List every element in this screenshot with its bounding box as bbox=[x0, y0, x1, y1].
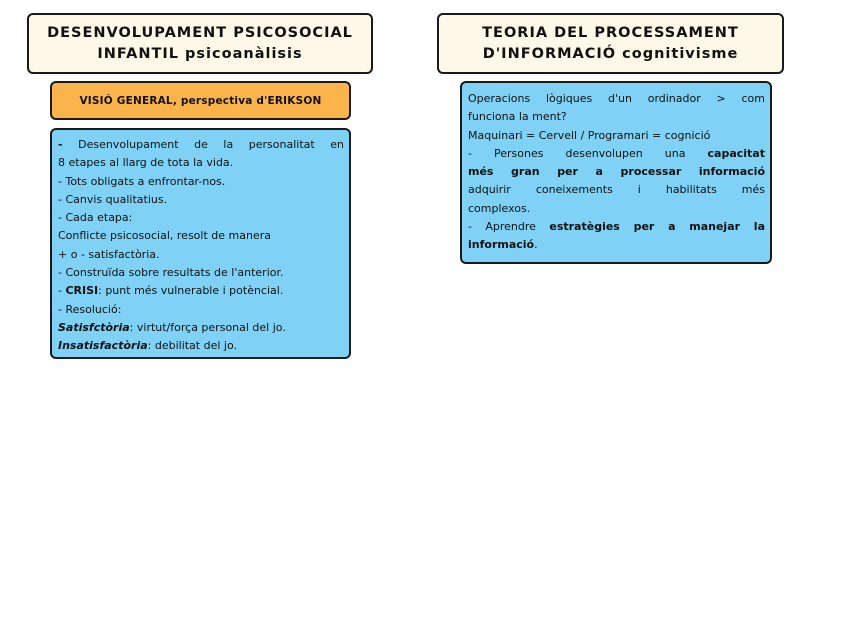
erikson-line-12-text: : debilitat del jo. bbox=[147, 339, 237, 353]
processing-line-9-text: . bbox=[534, 238, 538, 252]
right-title-box bbox=[437, 13, 784, 74]
erikson-line-8: - Construïda sobre resultats de l'anterior. bbox=[58, 266, 284, 280]
satisfactoria-label: Satisfctòria bbox=[58, 320, 130, 334]
erikson-line-12 bbox=[58, 337, 344, 355]
erikson-line-4: - Canvis qualitatius. bbox=[58, 192, 168, 206]
erikson-line-5: - Cada etapa: bbox=[58, 211, 133, 225]
erikson-line-3: - Tots obligats a enfrontar-nos. bbox=[58, 174, 226, 188]
processing-line-2: funciona la ment? bbox=[468, 110, 567, 124]
processing-content-box bbox=[460, 81, 772, 264]
erikson-line-9 bbox=[58, 282, 344, 300]
processing-line-7: complexos. bbox=[468, 201, 531, 215]
left-title-box bbox=[27, 13, 373, 74]
processing-line-9 bbox=[468, 236, 765, 254]
crisi-label: CRISI bbox=[65, 284, 99, 298]
insatisfactoria-label: Insatisfactòria bbox=[58, 339, 148, 353]
erikson-line-11-text: : virtut/força personal del jo. bbox=[129, 320, 286, 334]
processing-line-6: adquirir coneixements i habilitats més bbox=[468, 183, 765, 197]
erikson-line-1-dash: - bbox=[58, 138, 63, 151]
erikson-line-6: Conflicte psicosocial, resolt de manera bbox=[58, 229, 271, 243]
erikson-line-1 bbox=[58, 136, 344, 154]
left-title-line-2: INFANTIL psicoanàlisis bbox=[97, 45, 303, 62]
processar-informacio-label: més gran per a processar informació bbox=[468, 165, 765, 179]
capacitat-label: capacitat bbox=[707, 146, 765, 160]
processing-line-3: Maquinari = Cervell / Programari = cognició bbox=[468, 128, 711, 142]
erikson-content-box bbox=[50, 128, 351, 359]
erikson-line-7: + o - satisfactòria. bbox=[58, 247, 160, 261]
erikson-line-1-text: Desenvolupament de la personalitat en bbox=[62, 138, 344, 151]
processing-line-1: Operacions lògiques d'un ordinador > com bbox=[468, 92, 765, 105]
processing-line-8-text: - Aprendre bbox=[468, 220, 550, 234]
informacio-label: informació bbox=[468, 238, 535, 252]
erikson-subtitle: VISIÓ GENERAL, perspectiva d'ERIKSON bbox=[79, 94, 322, 107]
right-title-line-1: TEORIA DEL PROCESSAMENT bbox=[482, 24, 739, 41]
processing-line-4 bbox=[468, 145, 765, 163]
left-title-line-1: DESENVOLUPAMENT PSICOSOCIAL bbox=[47, 24, 353, 41]
processing-line-8 bbox=[468, 218, 765, 236]
erikson-line-10: - Resolució: bbox=[58, 302, 122, 316]
estrategies-label: estratègies per a manejar la bbox=[549, 220, 765, 234]
erikson-line-11 bbox=[58, 319, 344, 337]
erikson-line-9-pre: - bbox=[58, 284, 66, 298]
erikson-subtitle-box bbox=[50, 81, 351, 120]
processing-line-5 bbox=[468, 163, 765, 181]
erikson-line-2: 8 etapes al llarg de tota la vida. bbox=[58, 156, 234, 170]
processing-line-4-text: - Persones desenvolupen una bbox=[468, 146, 708, 160]
erikson-line-9-text: : punt més vulnerable i potèncial. bbox=[98, 284, 284, 298]
right-title-line-2: D'INFORMACIÓ cognitivisme bbox=[482, 45, 739, 62]
